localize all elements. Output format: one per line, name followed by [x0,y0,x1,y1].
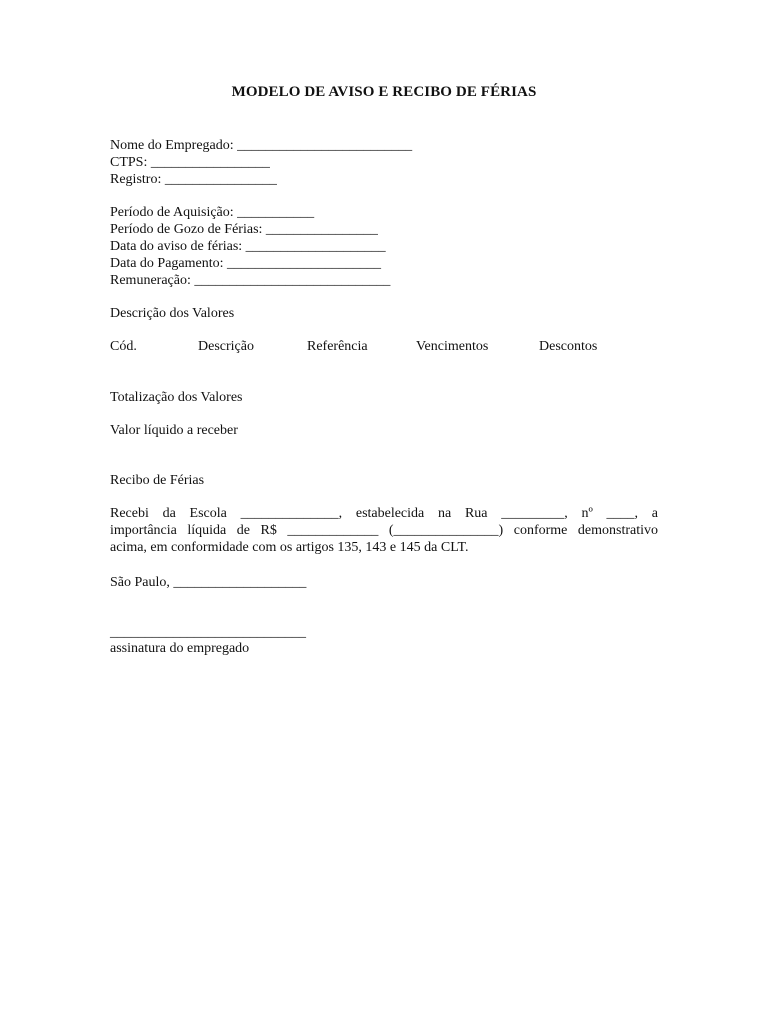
payment-date-field: Data do Pagamento: ______________________ [110,256,382,271]
column-header-deductions: Descontos [539,339,598,354]
column-header-reference: Referência [307,339,368,354]
city-date-field: São Paulo, ___________________ [110,575,307,590]
column-header-earnings: Vencimentos [416,339,489,354]
column-header-code: Cód. [110,339,137,354]
receipt-heading: Recibo de Férias [110,473,205,488]
values-description-heading: Descrição dos Valores [110,306,235,321]
document-title: MODELO DE AVISO E RECIBO DE FÉRIAS [231,84,537,100]
acquisition-period-field: Período de Aquisição: ___________ [110,205,315,220]
vacation-period-field: Período de Gozo de Férias: ________________ [110,222,378,237]
ctps-field: CTPS: _________________ [110,155,270,170]
signature-label: assinatura do empregado [110,641,250,656]
registration-field: Registro: ________________ [110,172,277,187]
employee-name-field: Nome do Empregado: _________________________ [110,138,413,153]
receipt-paragraph-line: acima, em conformidade com os artigos 135, 143 e 145 da CLT. [110,540,469,555]
column-header-description: Descrição [198,339,254,354]
receipt-paragraph-line: importância líquida de R$ _____________ (_______________) conforme demonstrativo [110,523,658,538]
notice-date-field: Data do aviso de férias: ____________________ [110,239,386,254]
totals-heading: Totalização dos Valores [110,390,243,405]
receipt-paragraph [110,505,658,556]
remuneration-field: Remuneração: ____________________________ [110,273,391,288]
receipt-paragraph-line: Recebi da Escola ______________, estabelecida na Rua _________, nº ____, a [110,506,658,521]
net-value-label: Valor líquido a receber [110,423,238,438]
signature-line: ____________________________ [110,625,306,640]
